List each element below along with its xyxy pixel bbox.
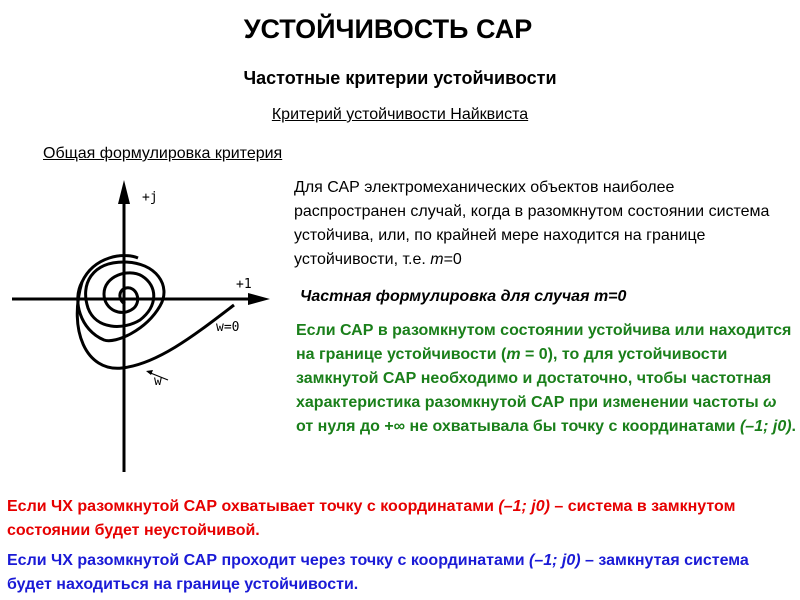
- page-title: УСТОЙЧИВОСТЬ САР: [243, 14, 533, 44]
- imag-axis-arrow: [118, 180, 130, 204]
- blue-boundary-text: Если ЧХ разомкнутой САР проходит через точку с координатами (–1; j0) – замкнутая система будет находиться на границе устойчивости.: [7, 552, 749, 593]
- label-j: +j: [142, 190, 158, 205]
- partial-heading: Частная формулировка для случая m=0: [300, 288, 627, 305]
- intro-paragraph: Для САР электромеханических объектов наиболее распространен случай, когда в разомкнутом состоянии система устойчива, или, по крайней мере находится на границе устойчивости, т.е. m=0: [294, 179, 770, 268]
- label-plus-one: +1: [236, 277, 252, 292]
- nyquist-diagram: [0, 170, 290, 490]
- label-w: w: [154, 374, 162, 389]
- section-subtitle: Частотные критерии устойчивости: [243, 68, 557, 88]
- label-w-zero: w=0: [216, 320, 240, 335]
- red-unstable-text: Если ЧХ разомкнутой САР охватывает точку с координатами (–1; j0) – система в замкнутом состоянии будет неустойчивой.: [7, 498, 736, 539]
- nyquist-outer-branch: [77, 282, 234, 368]
- real-axis-arrow: [248, 293, 270, 305]
- w-direction-arrowhead: [146, 370, 153, 375]
- general-heading: Общая формулировка критерия: [43, 145, 283, 162]
- criterion-title: Критерий устойчивости Найквиста: [271, 106, 529, 123]
- green-criterion-text: Если САР в разомкнутом состоянии устойчива или находится на границе устойчивости (m = 0), то для устойчивости замкнутой САР необходимо и достаточно, чтобы частотная характеристика разомкнутой САР при изменении частоты ω от нуля до +∞ не охватывала бы точку с координатами (–1; j0).: [296, 322, 796, 435]
